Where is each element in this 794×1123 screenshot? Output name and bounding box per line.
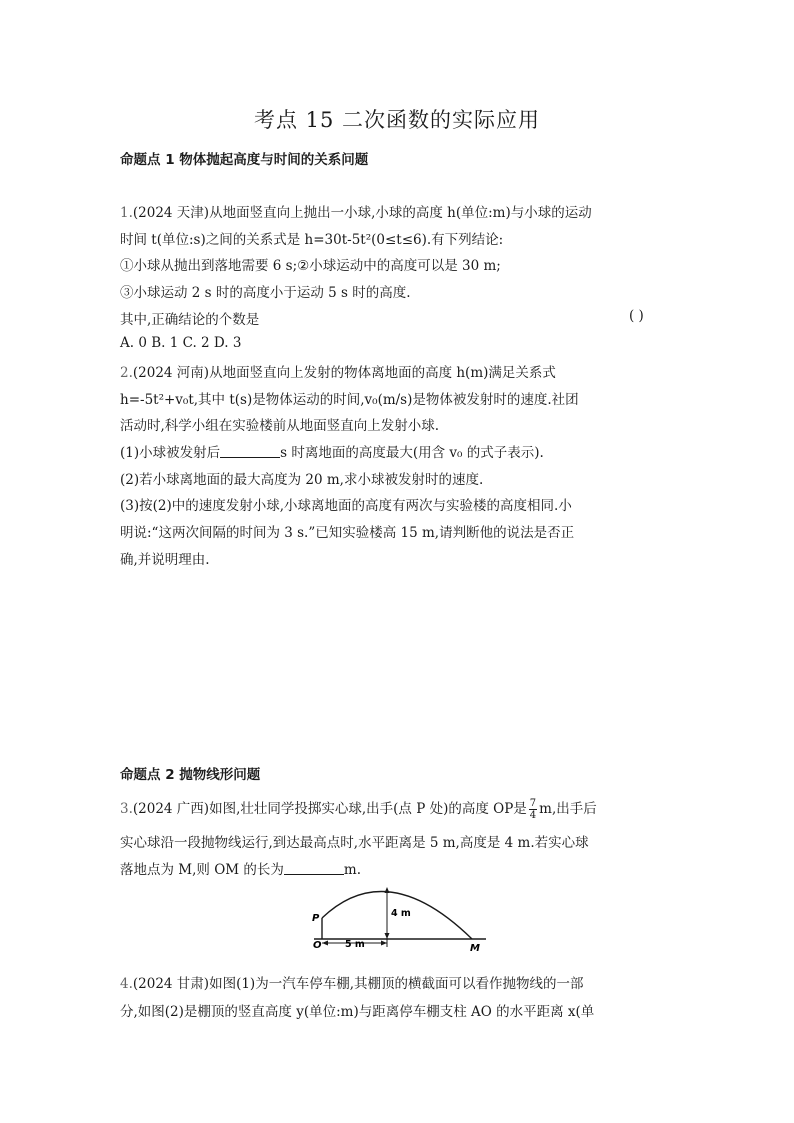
- page-title: 考点 15 二次函数的实际应用: [253, 108, 541, 132]
- q1-line-5: 其中,正确结论的个数是: [120, 312, 260, 328]
- q2-line-1: 2.(2024 河南)从地面竖直向上发射的物体离地面的高度 h(m)满足关系式: [120, 365, 556, 381]
- q3-line-3: 落地点为 M,则 OM 的长为 m.: [120, 862, 361, 878]
- label-p: P: [312, 913, 320, 924]
- q1-number: 1.: [120, 205, 133, 221]
- label-m: M: [470, 943, 480, 954]
- q4-number: 4.: [120, 976, 133, 992]
- label-o: O: [313, 940, 322, 951]
- projectile-figure: [306, 876, 490, 958]
- q3-answer-blank[interactable]: [284, 862, 344, 875]
- q4-line-2: 分,如图(2)是棚顶的竖直高度 y(单位:m)与距离停车棚支柱 AO 的水平距离 x(单: [120, 1004, 595, 1020]
- height-arrowhead-bottom: [385, 933, 390, 939]
- height-arrowhead-top: [385, 887, 390, 893]
- q3-line-2: 实心球沿一段抛物线运行,到达最高点时,水平距离是 5 m,高度是 4 m.若实心球: [120, 835, 589, 851]
- q1-options: A. 0 B. 1 C. 2 D. 3: [120, 335, 242, 351]
- q1-answer-paren[interactable]: ( ): [629, 308, 644, 324]
- q2-line-6: (3)按(2)中的速度发射小球,小球离地面的高度有两次与实验楼的高度相同.小: [120, 498, 572, 514]
- q1-line-4: ③小球运动 2 s 时的高度小于运动 5 s 时的高度.: [120, 285, 411, 301]
- q2-number: 2.: [120, 365, 133, 381]
- q2-line-3: 活动时,科学小组在实验楼前从地面竖直向上发射小球.: [120, 418, 440, 434]
- distance-arrowhead-right: [381, 941, 387, 946]
- q1-line-3: ①小球从抛出到落地需要 6 s;②小球运动中的高度可以是 30 m;: [120, 258, 501, 274]
- q2-line-5: (2)若小球离地面的最大高度为 20 m,求小球被发射时的速度.: [120, 472, 484, 488]
- label-distance: 5 m: [345, 939, 365, 950]
- q3-line-1: 3.(2024 广西)如图,壮壮同学投掷实心球,出手(点 P 处)的高度 OP是 $\frac{7}{4}$ m,出手后: [120, 798, 597, 821]
- distance-arrowhead-left: [322, 941, 328, 946]
- q2-line-4: (1)小球被发射后 s 时离地面的高度最大(用含 v₀ 的式子表示).: [120, 445, 544, 461]
- q1-line-2: 时间 t(单位:s)之间的关系式是 h=30t-5t²(0≤t≤6).有下列结论:: [120, 232, 504, 248]
- q2-line-8: 确,并说明理由.: [120, 552, 210, 568]
- q4-line-1: 4.(2024 甘肃)如图(1)为一汽车停车棚,其棚顶的横截面可以看作抛物线的一部: [120, 976, 584, 992]
- label-height: 4 m: [391, 908, 411, 919]
- fraction-seven-fourths: $\frac{7}{4}$: [529, 798, 537, 821]
- section-heading-1: 命题点 1 物体抛起高度与时间的关系问题: [120, 152, 369, 168]
- q2-line-7: 明说:“这两次间隔的时间为 3 s.”已知实验楼高 15 m,请判断他的说法是否正: [120, 525, 575, 541]
- q3-number: 3.: [120, 801, 133, 817]
- q1-line-1: 1.(2024 天津)从地面竖直向上抛出一小球,小球的高度 h(单位:m)与小球的运动: [120, 205, 592, 221]
- section-heading-2: 命题点 2 抛物线形问题: [120, 767, 261, 783]
- q2-answer-blank[interactable]: [220, 445, 280, 458]
- q2-line-2: h=-5t²+v₀t,其中 t(s)是物体运动的时间,v₀(m/s)是物体被发射时的速度.社团: [120, 392, 579, 408]
